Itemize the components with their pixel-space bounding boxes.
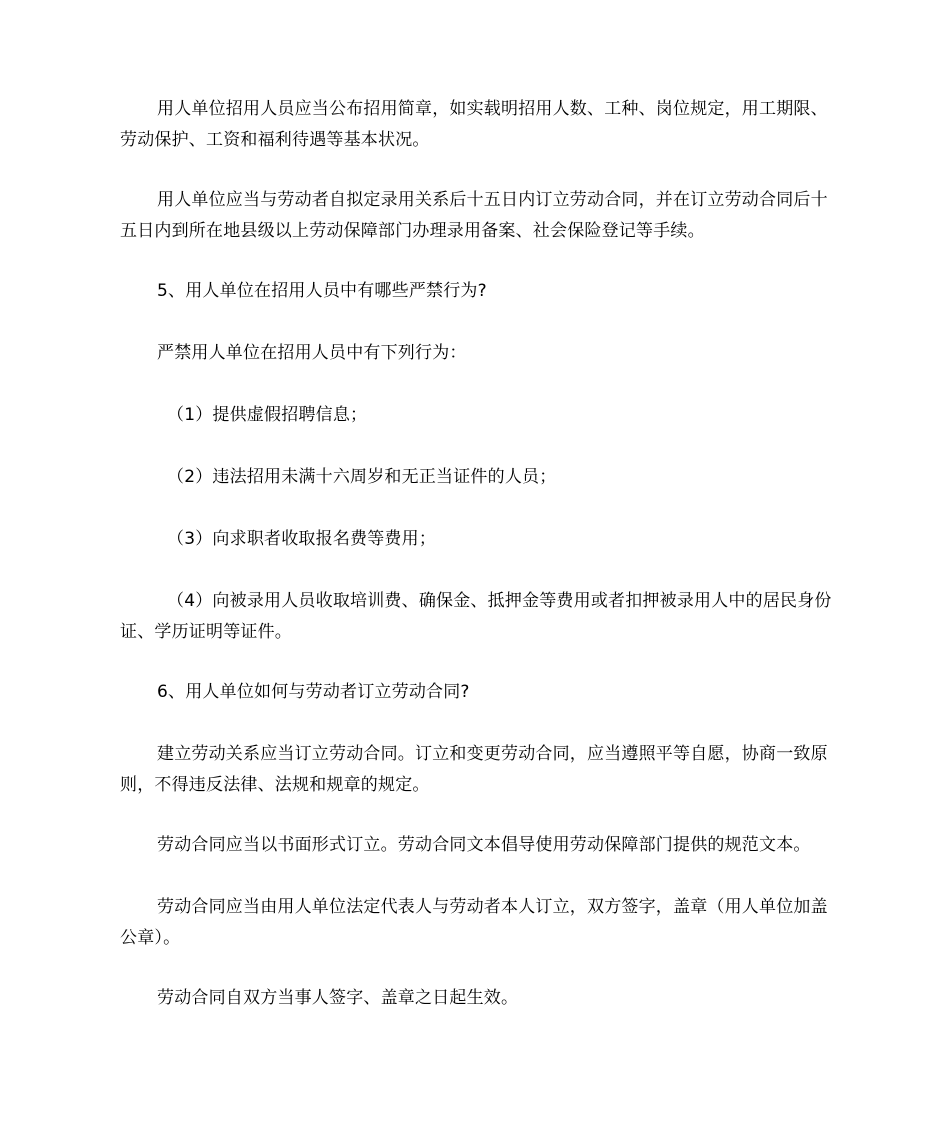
paragraph-signing: 劳动合同应当由用人单位法定代表人与劳动者本人订立，双方签字，盖章（用人单位加盖公章）。 <box>120 897 828 948</box>
paragraph-prohibited-intro: 严禁用人单位在招用人员中有下列行为： <box>157 343 467 363</box>
paragraph-effective-date: 劳动合同自双方当事人签字、盖章之日起生效。 <box>157 988 519 1008</box>
list-item-3: （3）向求职者收取报名费等费用； <box>167 529 437 549</box>
paragraph-recruitment-notice: 用人单位招用人员应当公布招用简章，如实载明招用人数、工种、岗位规定，用工期限、劳动保护、工资和福利待遇等基本状况。 <box>120 99 828 150</box>
paragraph-contract-principles: 建立劳动关系应当订立劳动合同。订立和变更劳动合同，应当遵照平等自愿，协商一致原则，不得违反法律、法规和规章的规定。 <box>120 744 828 795</box>
paragraph-written-form: 劳动合同应当以书面形式订立。劳动合同文本倡导使用劳动保障部门提供的规范文本。 <box>157 835 811 855</box>
question-heading-6: 6、用人单位如何与劳动者订立劳动合同? <box>157 682 470 702</box>
list-item-4: （4）向被录用人员收取培训费、确保金、抵押金等费用或者扣押被录用人中的居民身份证、学历证明等证件。 <box>120 591 832 642</box>
question-heading-5: 5、用人单位在招用人员中有哪些严禁行为? <box>157 281 487 301</box>
paragraph-labor-contract-deadline: 用人单位应当与劳动者自拟定录用关系后十五日内订立劳动合同，并在订立劳动合同后十五日内到所在地县级以上劳动保障部门办理录用备案、社会保险登记等手续。 <box>120 190 828 241</box>
list-item-2: （2）违法招用未满十六周岁和无正当证件的人员； <box>167 467 557 487</box>
list-item-1: （1）提供虚假招聘信息； <box>167 405 368 425</box>
